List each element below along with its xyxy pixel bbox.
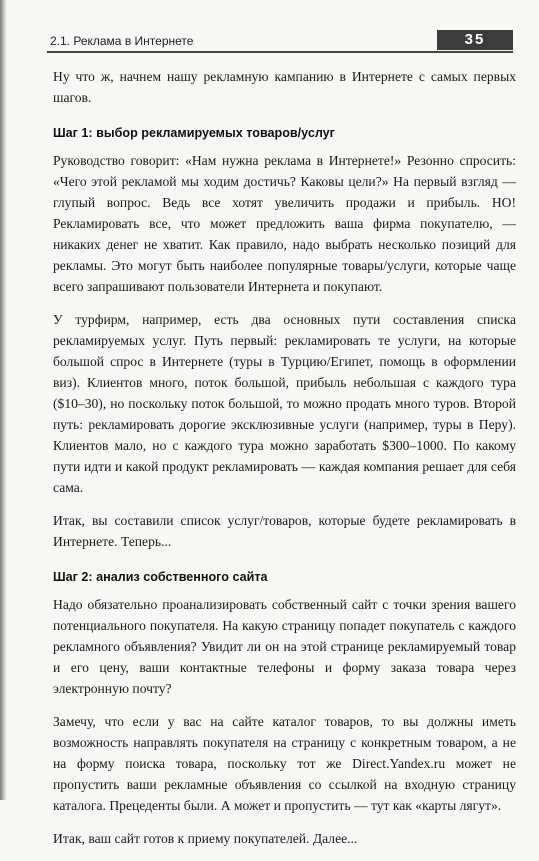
step2-heading: Шаг 2: анализ собственного сайта bbox=[53, 570, 268, 584]
step2-paragraph-2: Замечу, что если у вас на сайте каталог товаров, то вы должны иметь возможность направлять покупателя на страницу с конкретным товаром, а не на форму поиска товара, поскольку тот же Direct.Yandex.ru может не пропустить ваши рекламные объявления со ссылкой на входную страницу каталога. Прецеденты были. А может и пропустить — тут как «карты лягут». bbox=[53, 714, 516, 813]
step1-paragraph-1: Руководство говорит: «Нам нужна реклама в Интернете!» Резонно спросить: «Чего этой рекламой мы ходим достичь? Каковы цели?» На первый взгляд — глупый вопрос. Ведь все хотят увеличить продажи и прибыль. НО! Рекламировать все, что может предложить ваша фирма покупателю, — никаких денег не хватит. Как правило, надо выбрать несколько позиций для рекламы. Это могут быть наиболее популярные товары/услуги, которые чаще всего запрашивают пользователи Интернета и покупают. bbox=[53, 153, 516, 294]
step1-paragraph-2: У турфирм, например, есть два основных пути составления списка рекламируемых услуг. Путь первый: рекламировать те услуги, на которые большой спрос в Интернете (туры в Турцию/Египет, помощь в оформлении виз). Клиентов много, поток большой, прибыль небольшая с каждого тура ($10–30), но поскольку поток большой, то можно продать много туров. Второй путь: рекламировать дорогие эксклюзивные услуги (например, туры в Перу). Клиентов мало, но с каждого тура можно заработать $300–1000. По какому пути идти и какой продукт рекламировать — каждая компания решает для себя сама. bbox=[53, 312, 516, 495]
page-number: 35 bbox=[437, 30, 513, 50]
intro-paragraph: Ну что ж, начнем нашу рекламную кампанию в Интернете с самых первых шагов. bbox=[53, 69, 516, 105]
page-binding-shadow bbox=[0, 0, 7, 800]
step2-paragraph-3: Итак, ваш сайт готов к приему покупателей. Далее... bbox=[53, 831, 358, 846]
header-rule bbox=[47, 51, 513, 53]
step1-paragraph-3: Итак, вы составили список услуг/товаров, которые будете рекламировать в Интернете. Теперь... bbox=[53, 513, 516, 549]
page-header bbox=[47, 28, 513, 52]
step1-heading: Шаг 1: выбор рекламируемых товаров/услуг bbox=[53, 126, 335, 140]
step2-paragraph-1: Надо обязательно проанализировать собственный сайт с точки зрения вашего потенциального покупателя. На какую страницу попадет покупатель с каждого рекламного объявления? Увидит ли он на этой странице рекламируемый товар и его цену, ваши контактные телефоны и форму заказа товара через электронную почту? bbox=[53, 597, 516, 696]
running-head: 2.1. Реклама в Интернете bbox=[50, 34, 194, 48]
page-body bbox=[53, 66, 516, 861]
